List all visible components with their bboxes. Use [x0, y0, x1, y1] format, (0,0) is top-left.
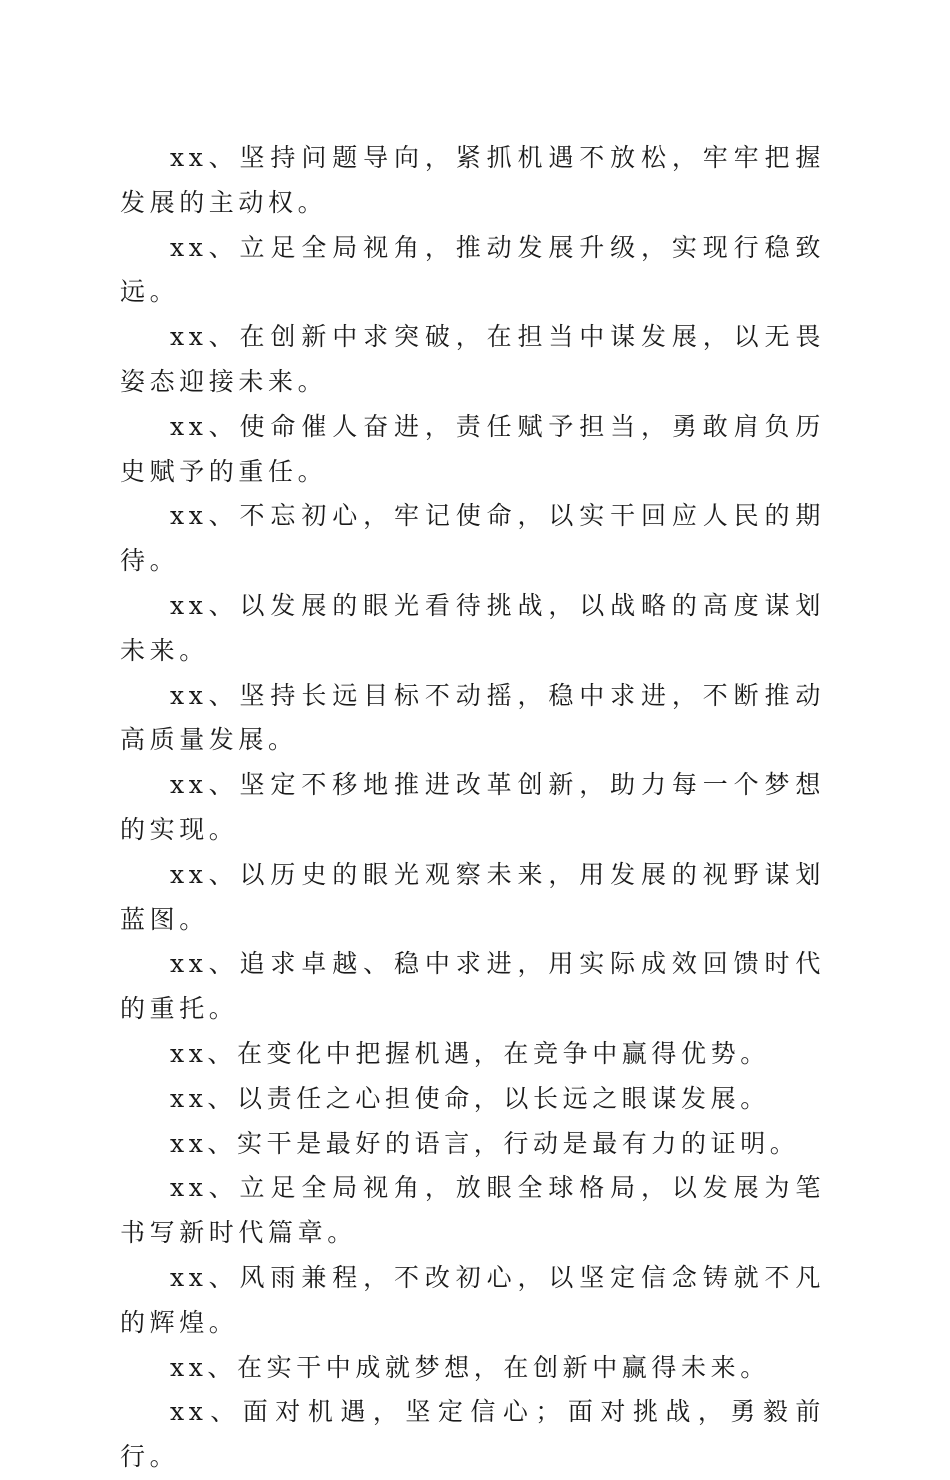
paragraph-7: xx、坚持长远目标不动摇，稳中求进，不断推动高质量发展。: [120, 680, 825, 755]
paragraph-9: xx、以历史的眼光观察未来，用发展的视野谋划蓝图。: [120, 859, 825, 934]
paragraph-12: xx、以责任之心担使命，以长远之眼谋发展。: [170, 1083, 770, 1113]
paragraph-5: xx、不忘初心，牢记使命，以实干回应人民的期待。: [120, 501, 825, 576]
paragraph-13: xx、实干是最好的语言，行动是最有力的证明。: [170, 1128, 800, 1158]
paragraph-3: xx、在创新中求突破，在担当中谋发展，以无畏姿态迎接未来。: [120, 322, 825, 396]
paragraph-1: xx、坚持问题导向，紧抓机遇不放松，牢牢把握发展的主动权。: [120, 143, 825, 217]
paragraph-10: xx、追求卓越、稳中求进，用实际成效回馈时代的重托。: [120, 949, 825, 1024]
paragraph-6: xx、以发展的眼光看待挑战，以战略的高度谋划未来。: [120, 590, 825, 665]
paragraph-11: xx、在变化中把握机遇，在竞争中赢得优势。: [170, 1038, 770, 1068]
paragraph-2: xx、立足全局视角，推动发展升级，实现行稳致远。: [120, 232, 825, 307]
paragraph-16: xx、在实干中成就梦想，在创新中赢得未来。: [170, 1352, 770, 1382]
paragraph-8: xx、坚定不移地推进改革创新，助力每一个梦想的实现。: [120, 770, 825, 844]
paragraph-14: xx、立足全局视角，放眼全球格局，以发展为笔书写新时代篇章。: [120, 1173, 825, 1248]
paragraph-4: xx、使命催人奋进，责任赋予担当，勇敢肩负历史赋予的重任。: [120, 411, 825, 486]
paragraph-15: xx、风雨兼程，不改初心，以坚定信念铸就不凡的辉煌。: [120, 1262, 825, 1337]
document-body: [120, 136, 825, 1480]
paragraph-17: xx、面对机遇，坚定信心；面对挑战，勇毅前行。: [120, 1397, 825, 1472]
